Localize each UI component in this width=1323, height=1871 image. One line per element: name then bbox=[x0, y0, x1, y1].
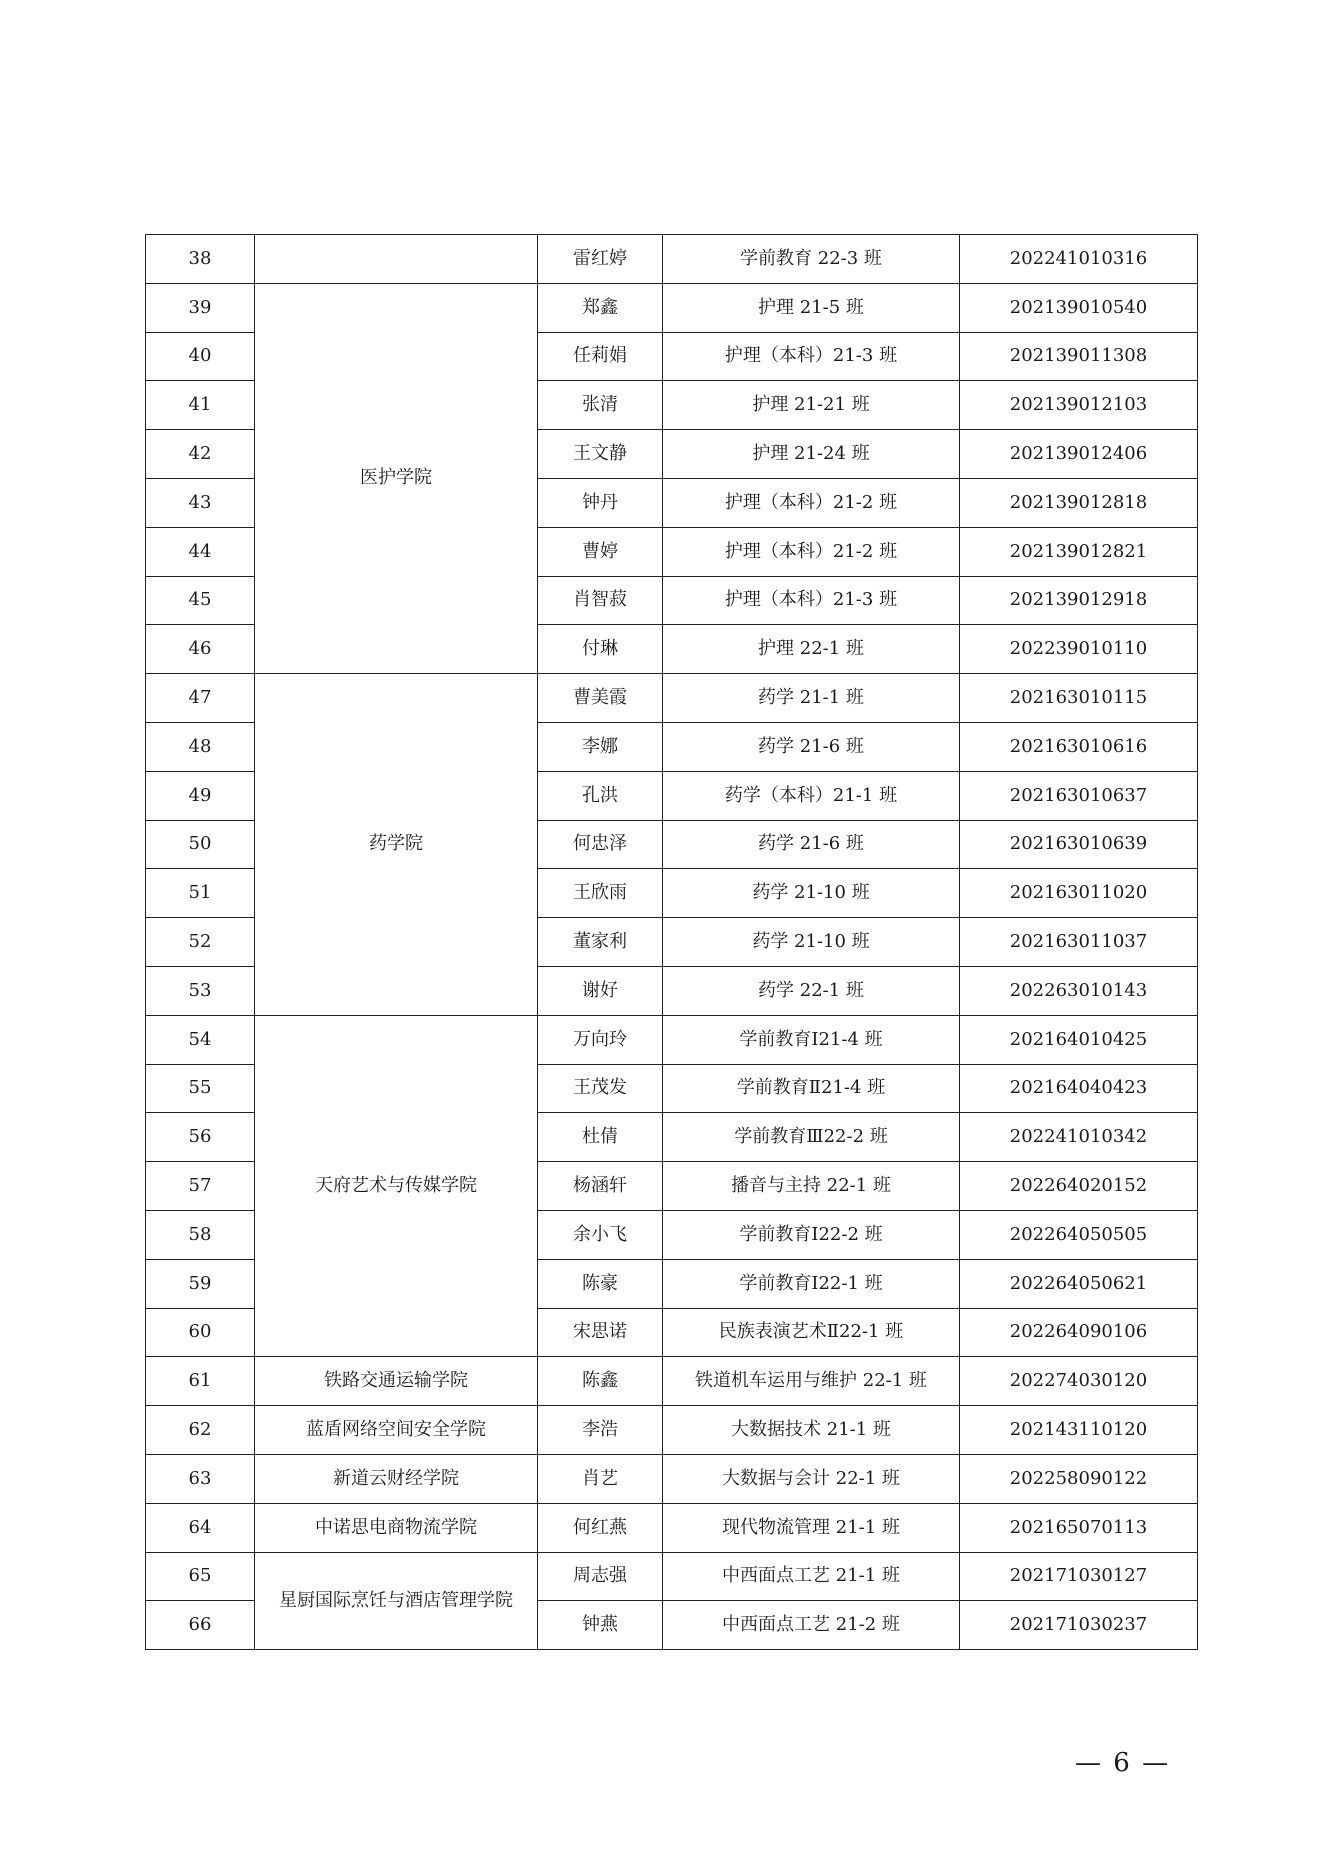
roster-body bbox=[146, 235, 1198, 1650]
student-id: 202163010616 bbox=[960, 722, 1198, 771]
college-cell: 天府艺术与传媒学院 bbox=[255, 1015, 538, 1357]
student-name: 宋思诺 bbox=[538, 1308, 663, 1357]
student-id: 202163011020 bbox=[960, 869, 1198, 918]
class-name: 药学 21-1 班 bbox=[663, 674, 960, 723]
class-name: 护理 21-24 班 bbox=[663, 430, 960, 479]
student-id: 202258090122 bbox=[960, 1454, 1198, 1503]
student-id: 202241010316 bbox=[960, 235, 1198, 284]
student-name: 孔洪 bbox=[538, 771, 663, 820]
college-cell: 铁路交通运输学院 bbox=[255, 1357, 538, 1406]
class-name: 护理（本科）21-3 班 bbox=[663, 576, 960, 625]
class-name: 护理（本科）21-3 班 bbox=[663, 332, 960, 381]
student-id: 202171030127 bbox=[960, 1552, 1198, 1601]
student-name: 钟燕 bbox=[538, 1601, 663, 1650]
table-row bbox=[146, 1357, 1198, 1406]
student-name: 肖智菽 bbox=[538, 576, 663, 625]
class-name: 播音与主持 22-1 班 bbox=[663, 1162, 960, 1211]
row-number: 52 bbox=[146, 918, 255, 967]
student-name: 周志强 bbox=[538, 1552, 663, 1601]
student-name: 郑鑫 bbox=[538, 283, 663, 332]
table-row bbox=[146, 1406, 1198, 1455]
row-number: 38 bbox=[146, 235, 255, 284]
student-name: 王文静 bbox=[538, 430, 663, 479]
class-name: 护理 22-1 班 bbox=[663, 625, 960, 674]
row-number: 50 bbox=[146, 820, 255, 869]
student-name: 万向玲 bbox=[538, 1015, 663, 1064]
table-row bbox=[146, 283, 1198, 332]
class-name: 药学 21-6 班 bbox=[663, 722, 960, 771]
student-id: 202139011308 bbox=[960, 332, 1198, 381]
row-number: 54 bbox=[146, 1015, 255, 1064]
row-number: 57 bbox=[146, 1162, 255, 1211]
student-id: 202163010115 bbox=[960, 674, 1198, 723]
student-id: 202171030237 bbox=[960, 1601, 1198, 1650]
student-name: 张清 bbox=[538, 381, 663, 430]
row-number: 62 bbox=[146, 1406, 255, 1455]
student-name: 曹婷 bbox=[538, 527, 663, 576]
row-number: 45 bbox=[146, 576, 255, 625]
student-name: 谢好 bbox=[538, 966, 663, 1015]
student-id: 202163010639 bbox=[960, 820, 1198, 869]
student-name: 杜倩 bbox=[538, 1113, 663, 1162]
class-name: 药学 21-10 班 bbox=[663, 918, 960, 967]
college-cell: 药学院 bbox=[255, 674, 538, 1016]
row-number: 48 bbox=[146, 722, 255, 771]
student-id: 202165070113 bbox=[960, 1503, 1198, 1552]
student-id: 202264090106 bbox=[960, 1308, 1198, 1357]
class-name: 现代物流管理 21-1 班 bbox=[663, 1503, 960, 1552]
student-name: 李娜 bbox=[538, 722, 663, 771]
college-cell: 医护学院 bbox=[255, 283, 538, 673]
class-name: 药学 22-1 班 bbox=[663, 966, 960, 1015]
student-name: 肖艺 bbox=[538, 1454, 663, 1503]
row-number: 63 bbox=[146, 1454, 255, 1503]
student-id: 202139012821 bbox=[960, 527, 1198, 576]
student-id: 202163010637 bbox=[960, 771, 1198, 820]
row-number: 55 bbox=[146, 1064, 255, 1113]
student-roster-table bbox=[145, 234, 1198, 1650]
class-name: 护理 21-5 班 bbox=[663, 283, 960, 332]
row-number: 58 bbox=[146, 1210, 255, 1259]
student-id: 202264020152 bbox=[960, 1162, 1198, 1211]
table-row bbox=[146, 1552, 1198, 1601]
table-row bbox=[146, 1503, 1198, 1552]
student-id: 202143110120 bbox=[960, 1406, 1198, 1455]
student-name: 王茂发 bbox=[538, 1064, 663, 1113]
student-id: 202163011037 bbox=[960, 918, 1198, 967]
class-name: 学前教育Ⅱ21-4 班 bbox=[663, 1064, 960, 1113]
class-name: 学前教育Ⅰ22-1 班 bbox=[663, 1259, 960, 1308]
row-number: 46 bbox=[146, 625, 255, 674]
row-number: 39 bbox=[146, 283, 255, 332]
class-name: 药学 21-10 班 bbox=[663, 869, 960, 918]
student-id: 202164040423 bbox=[960, 1064, 1198, 1113]
student-id: 202241010342 bbox=[960, 1113, 1198, 1162]
class-name: 学前教育 22-3 班 bbox=[663, 235, 960, 284]
student-name: 任莉娟 bbox=[538, 332, 663, 381]
student-name: 杨涵轩 bbox=[538, 1162, 663, 1211]
row-number: 43 bbox=[146, 478, 255, 527]
college-cell: 中诺思电商物流学院 bbox=[255, 1503, 538, 1552]
student-name: 何红燕 bbox=[538, 1503, 663, 1552]
student-id: 202239010110 bbox=[960, 625, 1198, 674]
row-number: 42 bbox=[146, 430, 255, 479]
class-name: 中西面点工艺 21-1 班 bbox=[663, 1552, 960, 1601]
college-cell: 蓝盾网络空间安全学院 bbox=[255, 1406, 538, 1455]
student-id: 202139012103 bbox=[960, 381, 1198, 430]
student-id: 202139012406 bbox=[960, 430, 1198, 479]
class-name: 学前教育Ⅲ22-2 班 bbox=[663, 1113, 960, 1162]
row-number: 44 bbox=[146, 527, 255, 576]
student-name: 陈鑫 bbox=[538, 1357, 663, 1406]
row-number: 47 bbox=[146, 674, 255, 723]
row-number: 65 bbox=[146, 1552, 255, 1601]
class-name: 药学 21-6 班 bbox=[663, 820, 960, 869]
student-id: 202139012818 bbox=[960, 478, 1198, 527]
college-cell: 新道云财经学院 bbox=[255, 1454, 538, 1503]
class-name: 护理（本科）21-2 班 bbox=[663, 527, 960, 576]
college-cell bbox=[255, 235, 538, 284]
table-row bbox=[146, 1015, 1198, 1064]
student-name: 王欣雨 bbox=[538, 869, 663, 918]
student-id: 202263010143 bbox=[960, 966, 1198, 1015]
student-id: 202164010425 bbox=[960, 1015, 1198, 1064]
row-number: 59 bbox=[146, 1259, 255, 1308]
student-id: 202264050505 bbox=[960, 1210, 1198, 1259]
student-id: 202139010540 bbox=[960, 283, 1198, 332]
row-number: 60 bbox=[146, 1308, 255, 1357]
student-id: 202139012918 bbox=[960, 576, 1198, 625]
class-name: 学前教育Ⅰ21-4 班 bbox=[663, 1015, 960, 1064]
class-name: 大数据与会计 22-1 班 bbox=[663, 1454, 960, 1503]
class-name: 大数据技术 21-1 班 bbox=[663, 1406, 960, 1455]
student-name: 陈豪 bbox=[538, 1259, 663, 1308]
class-name: 药学（本科）21-1 班 bbox=[663, 771, 960, 820]
student-name: 雷红婷 bbox=[538, 235, 663, 284]
row-number: 61 bbox=[146, 1357, 255, 1406]
table-row bbox=[146, 1454, 1198, 1503]
student-name: 李浩 bbox=[538, 1406, 663, 1455]
row-number: 64 bbox=[146, 1503, 255, 1552]
student-name: 余小飞 bbox=[538, 1210, 663, 1259]
student-id: 202264050621 bbox=[960, 1259, 1198, 1308]
row-number: 41 bbox=[146, 381, 255, 430]
row-number: 51 bbox=[146, 869, 255, 918]
row-number: 56 bbox=[146, 1113, 255, 1162]
class-name: 护理（本科）21-2 班 bbox=[663, 478, 960, 527]
class-name: 学前教育Ⅰ22-2 班 bbox=[663, 1210, 960, 1259]
student-name: 董家利 bbox=[538, 918, 663, 967]
student-name: 何忠泽 bbox=[538, 820, 663, 869]
row-number: 49 bbox=[146, 771, 255, 820]
table-row bbox=[146, 235, 1198, 284]
page-number: — 6 — bbox=[1075, 1748, 1171, 1778]
class-name: 铁道机车运用与维护 22-1 班 bbox=[663, 1357, 960, 1406]
student-id: 202274030120 bbox=[960, 1357, 1198, 1406]
class-name: 民族表演艺术Ⅱ22-1 班 bbox=[663, 1308, 960, 1357]
student-name: 曹美霞 bbox=[538, 674, 663, 723]
row-number: 40 bbox=[146, 332, 255, 381]
table-row bbox=[146, 674, 1198, 723]
row-number: 66 bbox=[146, 1601, 255, 1650]
class-name: 中西面点工艺 21-2 班 bbox=[663, 1601, 960, 1650]
college-cell: 星厨国际烹饪与酒店管理学院 bbox=[255, 1552, 538, 1650]
row-number: 53 bbox=[146, 966, 255, 1015]
student-name: 付琳 bbox=[538, 625, 663, 674]
student-name: 钟丹 bbox=[538, 478, 663, 527]
class-name: 护理 21-21 班 bbox=[663, 381, 960, 430]
